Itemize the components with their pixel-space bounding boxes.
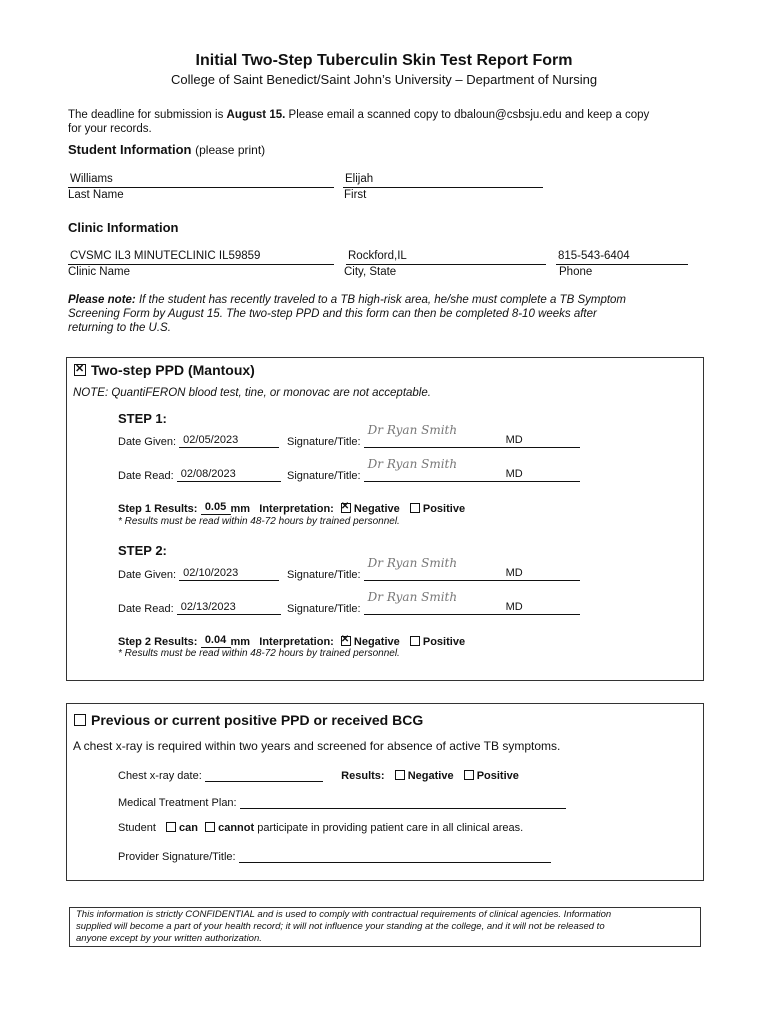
step2-signature-given-label: Signature/Title: — [287, 569, 361, 581]
student-label: Student — [118, 822, 156, 834]
step1-signature-given-label: Signature/Title: — [287, 436, 361, 448]
step1-date-given-row — [118, 434, 279, 448]
form-subtitle: College of Saint Benedict/Saint John’s University – Department of Nursing — [170, 72, 598, 87]
xray-date-label: Chest x-ray date: — [118, 770, 202, 782]
step1-title-given: MD — [505, 434, 523, 446]
step2-date-given-label: Date Given: — [118, 569, 177, 581]
please-note-text3: returning to the U.S. — [68, 322, 171, 334]
step2-date-read-label: Date Read: — [118, 603, 174, 615]
ppd-section-title — [74, 362, 255, 378]
deadline-paragraph — [68, 108, 708, 136]
first-name-field[interactable]: Elijah — [343, 172, 543, 188]
step2-date-read-field[interactable]: 02/13/2023 — [177, 601, 281, 615]
step2-date-read-row — [118, 601, 281, 615]
step1-negative-label: Negative — [353, 503, 400, 515]
student-info-heading-note: (please print) — [195, 143, 266, 157]
last-name-label: Last Name — [68, 189, 124, 201]
step2-signature-read-row — [287, 590, 580, 615]
confidentiality-notice — [69, 907, 701, 947]
can-checkbox[interactable] — [166, 822, 176, 832]
step2-title-read: MD — [505, 601, 523, 613]
last-name-field[interactable]: Williams — [68, 172, 334, 188]
step1-results-row — [118, 501, 465, 515]
first-name-label: First — [344, 189, 367, 201]
deadline-date: August 15. — [226, 109, 286, 121]
step1-date-given-field[interactable]: 02/05/2023 — [179, 434, 279, 448]
footer-line2: supplied will become a part of your health record; it will not influence your standing at the college, and it will not be released to — [76, 921, 605, 932]
step1-results-note: * Results must be read within 48-72 hours by trained personnel. — [118, 516, 400, 527]
student-info-heading — [68, 142, 265, 157]
step1-date-read-label: Date Read: — [118, 470, 174, 482]
clinic-city-label: City, State — [344, 266, 397, 278]
footer-line1: This information is strictly CONFIDENTIAL and is used to comply with contractual requirements of clinical agencies. Information — [76, 909, 612, 920]
step2-negative-label: Negative — [353, 636, 400, 648]
participation-row — [118, 822, 523, 834]
step2-mm-label: mm — [230, 636, 251, 648]
bcg-description: A chest x-ray is required within two years and screened for absence of active TB symptoms. — [73, 739, 561, 753]
provider-signature-label: Provider Signature/Title: — [118, 851, 236, 863]
please-note-label: Please note: — [68, 294, 136, 306]
step2-positive-label: Positive — [422, 636, 466, 648]
provider-row — [118, 849, 551, 863]
student-info-heading-text: Student Information — [68, 142, 192, 157]
step1-signature-given-text: Dr Ryan Smith — [367, 423, 458, 437]
deadline-suffix: Please email a scanned copy to dbaloun@csbsju.edu and keep a copy — [285, 109, 650, 121]
ppd-checkbox[interactable] — [74, 364, 86, 376]
please-note-text2: Screening Form by August 15. The two-step PPD and this form can then be completed 8-10 weeks after — [68, 308, 597, 320]
step2-negative-checkbox[interactable] — [341, 636, 351, 646]
deadline-prefix: The deadline for submission is — [68, 109, 227, 121]
treatment-row — [118, 795, 566, 809]
step2-results-label: Step 2 Results: — [118, 636, 198, 648]
step1-date-read-row — [118, 468, 281, 482]
step2-results-note: * Results must be read within 48-72 hours by trained personnel. — [118, 648, 400, 659]
step2-signature-read-label: Signature/Title: — [287, 603, 361, 615]
xray-negative-label: Negative — [407, 770, 454, 782]
step1-positive-label: Positive — [422, 503, 466, 515]
step2-signature-read-field[interactable] — [364, 590, 580, 615]
bcg-section-title — [74, 712, 423, 728]
step1-positive-checkbox[interactable] — [410, 503, 420, 513]
treatment-label: Medical Treatment Plan: — [118, 797, 237, 809]
clinic-city-field[interactable]: Rockford,IL — [346, 249, 546, 265]
step2-signature-given-field[interactable] — [364, 556, 580, 581]
clinic-phone-label: Phone — [559, 266, 593, 278]
step2-positive-checkbox[interactable] — [410, 636, 420, 646]
clinic-info-heading: Clinic Information — [68, 220, 179, 235]
treatment-field[interactable] — [240, 795, 566, 809]
step1-interpretation-label: Interpretation: — [259, 503, 334, 515]
footer-line3: anyone except by your written authorization. — [76, 933, 262, 944]
step2-date-given-row — [118, 567, 279, 581]
step1-signature-read-text: Dr Ryan Smith — [367, 457, 458, 471]
can-label: can — [179, 822, 199, 834]
bcg-checkbox[interactable] — [74, 714, 86, 726]
xray-negative-checkbox[interactable] — [395, 770, 405, 780]
step1-signature-given-row — [287, 423, 580, 448]
ppd-title-text: Two-step PPD (Mantoux) — [91, 362, 255, 378]
please-note-text1: If the student has recently traveled to a TB high-risk area, he/she must complete a TB Symptom — [135, 294, 627, 306]
please-note-paragraph — [68, 293, 718, 335]
xray-positive-checkbox[interactable] — [464, 770, 474, 780]
step1-heading: STEP 1: — [118, 411, 167, 426]
xray-positive-label: Positive — [476, 770, 519, 782]
xray-results-label: Results: — [341, 770, 385, 782]
step2-signature-given-row — [287, 556, 580, 581]
step1-results-field[interactable]: 0.05 — [201, 501, 231, 515]
step1-negative-checkbox[interactable] — [341, 503, 351, 513]
ppd-note: NOTE: QuantiFERON blood test, tine, or monovac are not acceptable. — [73, 387, 431, 399]
bcg-title-text: Previous or current positive PPD or received BCG — [91, 712, 424, 728]
step2-signature-given-text: Dr Ryan Smith — [367, 556, 458, 570]
step1-signature-read-row — [287, 457, 580, 482]
step1-signature-given-field[interactable] — [364, 423, 580, 448]
step1-signature-read-label: Signature/Title: — [287, 470, 361, 482]
step2-signature-read-text: Dr Ryan Smith — [367, 590, 458, 604]
clinic-name-field[interactable]: CVSMC IL3 MINUTECLINIC IL59859 — [68, 249, 334, 265]
step1-date-given-label: Date Given: — [118, 436, 177, 448]
step2-date-given-field[interactable]: 02/10/2023 — [179, 567, 279, 581]
step2-heading: STEP 2: — [118, 543, 167, 558]
xray-date-field[interactable] — [205, 768, 323, 782]
clinic-phone-field[interactable]: 815-543-6404 — [556, 249, 688, 265]
form-title: Initial Two-Step Tuberculin Skin Test Report Form — [195, 52, 573, 69]
step1-signature-read-field[interactable] — [364, 457, 580, 482]
cannot-label: cannot — [218, 822, 255, 834]
step2-title-given: MD — [505, 567, 523, 579]
deadline-line2: for your records. — [68, 123, 152, 135]
step1-mm-label: mm — [230, 503, 251, 515]
step1-results-label: Step 1 Results: — [118, 503, 198, 515]
step2-interpretation-label: Interpretation: — [259, 636, 334, 648]
clinic-name-label: Clinic Name — [68, 266, 130, 278]
provider-signature-field[interactable] — [239, 849, 551, 863]
step2-results-field[interactable]: 0.04 — [201, 634, 231, 648]
participate-text: participate in providing patient care in all clinical areas. — [257, 822, 524, 834]
step1-date-read-field[interactable]: 02/08/2023 — [177, 468, 281, 482]
xray-row — [118, 768, 519, 782]
step1-title-read: MD — [505, 468, 523, 480]
cannot-checkbox[interactable] — [205, 822, 215, 832]
step2-results-row — [118, 634, 465, 648]
